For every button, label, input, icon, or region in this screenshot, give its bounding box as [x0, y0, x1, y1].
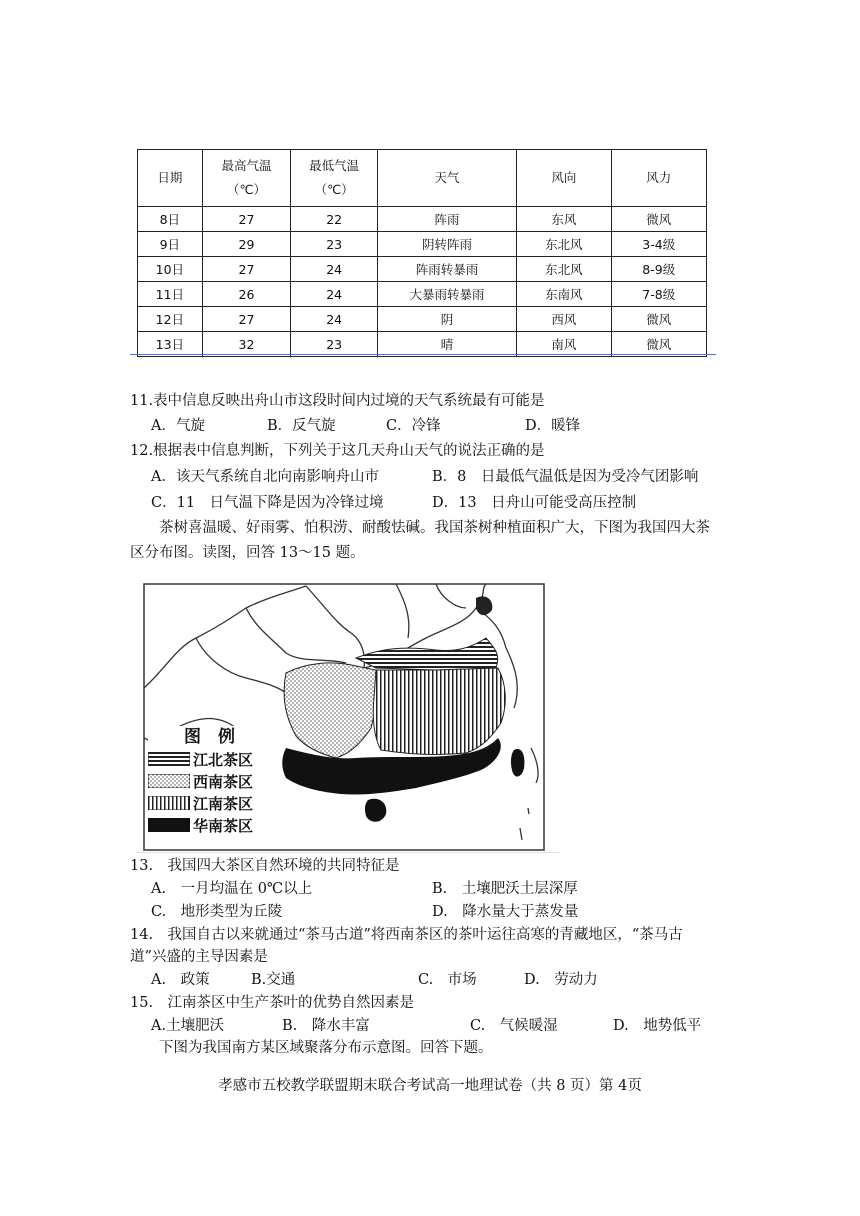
legend-swatch-jiangbei — [148, 752, 190, 766]
cell-max-temp: 26 — [202, 282, 291, 307]
table-header-row — [138, 150, 707, 207]
tea-intro-line-2: 区分布图。读图，回答 13～15 题。 — [130, 545, 365, 561]
cell-weather: 大暴雨转暴雨 — [377, 282, 516, 307]
header-max-temp-label: 最高气温 — [221, 158, 272, 173]
question-14-option-d: D. 劳动力 — [524, 972, 598, 988]
question-12-option-b: B．8 日最低气温低是因为受冷气团影响 — [432, 469, 699, 485]
map-legend — [148, 726, 278, 836]
cell-max-temp: 29 — [202, 232, 291, 257]
legend-item — [148, 814, 278, 836]
cell-date: 9日 — [138, 232, 203, 257]
cell-weather: 阵雨转暴雨 — [377, 257, 516, 282]
question-11-option-b: B．反气旋 — [267, 418, 336, 434]
cell-wind-power: 8-9级 — [611, 257, 706, 282]
tea-intro-line-1: 茶树喜温暖、好雨雾、怕积涝、耐酸怯碱。我国茶树种植面积广大，下图为我国四大茶 — [159, 520, 710, 536]
legend-label-huanan: 华南茶区 — [193, 816, 254, 835]
header-date: 日期 — [138, 150, 203, 207]
question-11-option-c: C．冷锋 — [386, 418, 441, 434]
table-underline — [130, 354, 716, 355]
cell-min-temp: 24 — [291, 257, 378, 282]
tea-region-map — [136, 578, 560, 852]
header-weather: 天气 — [377, 150, 516, 207]
cell-date: 10日 — [138, 257, 203, 282]
cell-weather: 阴 — [377, 307, 516, 332]
question-14-option-c: C. 市场 — [418, 972, 477, 988]
cell-date: 12日 — [138, 307, 203, 332]
table-row — [138, 257, 707, 282]
question-15-option-a: A.土壤肥沃 — [151, 1018, 225, 1034]
header-min-temp — [291, 150, 378, 207]
question-13-option-a: A. 一月均温在 0℃以上 — [151, 881, 313, 897]
cell-wind-direction: 西风 — [517, 307, 611, 332]
question-15-option-d: D. 地势低平 — [613, 1018, 702, 1034]
next-figure-intro: 下图为我国南方某区域聚落分布示意图。回答下题。 — [159, 1040, 493, 1056]
question-14-stem-line-1: 14. 我国自古以来就通过“茶马古道”将西南茶区的茶叶运往高寒的青藏地区，“茶马古 — [130, 927, 683, 943]
header-max-temp-unit: （℃） — [226, 182, 266, 197]
legend-label-jiangnan: 江南茶区 — [193, 794, 254, 813]
map-divider — [136, 852, 560, 853]
question-14-option-a: A. 政策 — [151, 972, 210, 988]
question-13-option-d: D. 降水量大于蒸发量 — [432, 904, 579, 920]
table-row — [138, 207, 707, 232]
cell-wind-direction: 东北风 — [517, 257, 611, 282]
weather-table — [137, 149, 707, 357]
question-13-option-b: B. 土壤肥沃土层深厚 — [432, 881, 578, 897]
legend-swatch-jiangnan — [148, 796, 190, 810]
question-15-option-c: C. 气候暖湿 — [470, 1018, 558, 1034]
question-12-option-d: D．13 日舟山可能受高压控制 — [432, 495, 637, 511]
table-row — [138, 232, 707, 257]
cell-wind-direction: 东北风 — [517, 232, 611, 257]
legend-swatch-xinan — [148, 774, 190, 788]
cell-max-temp: 27 — [202, 207, 291, 232]
cell-date: 13日 — [138, 332, 203, 357]
question-15-stem: 15. 江南茶区中生产茶叶的优势自然因素是 — [130, 995, 415, 1011]
header-wind-power: 风力 — [611, 150, 706, 207]
header-min-temp-label: 最低气温 — [309, 158, 360, 173]
cell-date: 8日 — [138, 207, 203, 232]
question-12-stem: 12.根据表中信息判断，下列关于这几天舟山天气的说法正确的是 — [130, 443, 545, 459]
question-11-option-a: A．气旋 — [151, 418, 205, 434]
question-13-stem: 13. 我国四大茶区自然环境的共同特征是 — [130, 858, 400, 874]
legend-item — [148, 792, 278, 814]
table-row — [138, 282, 707, 307]
legend-item — [148, 748, 278, 770]
question-11-option-d: D．暖锋 — [525, 418, 581, 434]
cell-wind-power: 3-4级 — [611, 232, 706, 257]
cell-wind-power: 微风 — [611, 207, 706, 232]
legend-item — [148, 770, 278, 792]
cell-max-temp: 32 — [202, 332, 291, 357]
header-max-temp — [202, 150, 291, 207]
cell-wind-direction: 东南风 — [517, 282, 611, 307]
cell-weather: 阴转阵雨 — [377, 232, 516, 257]
question-12-option-c: C．11 日气温下降是因为冷锋过境 — [151, 495, 384, 511]
question-13-option-c: C. 地形类型为丘陵 — [151, 904, 283, 920]
question-14-option-b: B.交通 — [251, 972, 296, 988]
cell-max-temp: 27 — [202, 307, 291, 332]
jiangnan-zone — [373, 668, 505, 754]
header-min-temp-unit: （℃） — [314, 182, 354, 197]
header-wind-direction: 风向 — [517, 150, 611, 207]
legend-title: 图 例 — [184, 727, 235, 747]
cell-wind-direction: 东风 — [517, 207, 611, 232]
cell-weather: 阵雨 — [377, 207, 516, 232]
question-12-option-a: A．该天气系统自北向南影响舟山市 — [151, 469, 379, 485]
cell-date: 11日 — [138, 282, 203, 307]
cell-min-temp: 23 — [291, 232, 378, 257]
question-15-option-b: B. 降水丰富 — [282, 1018, 370, 1034]
cell-min-temp: 24 — [291, 282, 378, 307]
legend-label-xinan: 西南茶区 — [193, 772, 254, 791]
table-row — [138, 332, 707, 357]
cell-wind-power: 7-8级 — [611, 282, 706, 307]
legend-label-jiangbei: 江北茶区 — [193, 750, 254, 769]
cell-max-temp: 27 — [202, 257, 291, 282]
legend-swatch-huanan — [148, 818, 190, 832]
page-footer: 孝感市五校教学联盟期末联合考试高一地理试卷（共 8 页）第 4页 — [218, 1078, 642, 1094]
cell-wind-direction: 南风 — [517, 332, 611, 357]
cell-wind-power: 微风 — [611, 307, 706, 332]
taiwan-island — [511, 749, 524, 777]
question-11-stem: 11.表中信息反映出舟山市这段时间内过境的天气系统最有可能是 — [130, 393, 545, 409]
cell-weather: 晴 — [377, 332, 516, 357]
cell-min-temp: 23 — [291, 332, 378, 357]
table-row — [138, 307, 707, 332]
question-14-stem-line-2: 道”兴盛的主导因素是 — [130, 949, 268, 965]
cell-wind-power: 微风 — [611, 332, 706, 357]
cell-min-temp: 22 — [291, 207, 378, 232]
cell-min-temp: 24 — [291, 307, 378, 332]
